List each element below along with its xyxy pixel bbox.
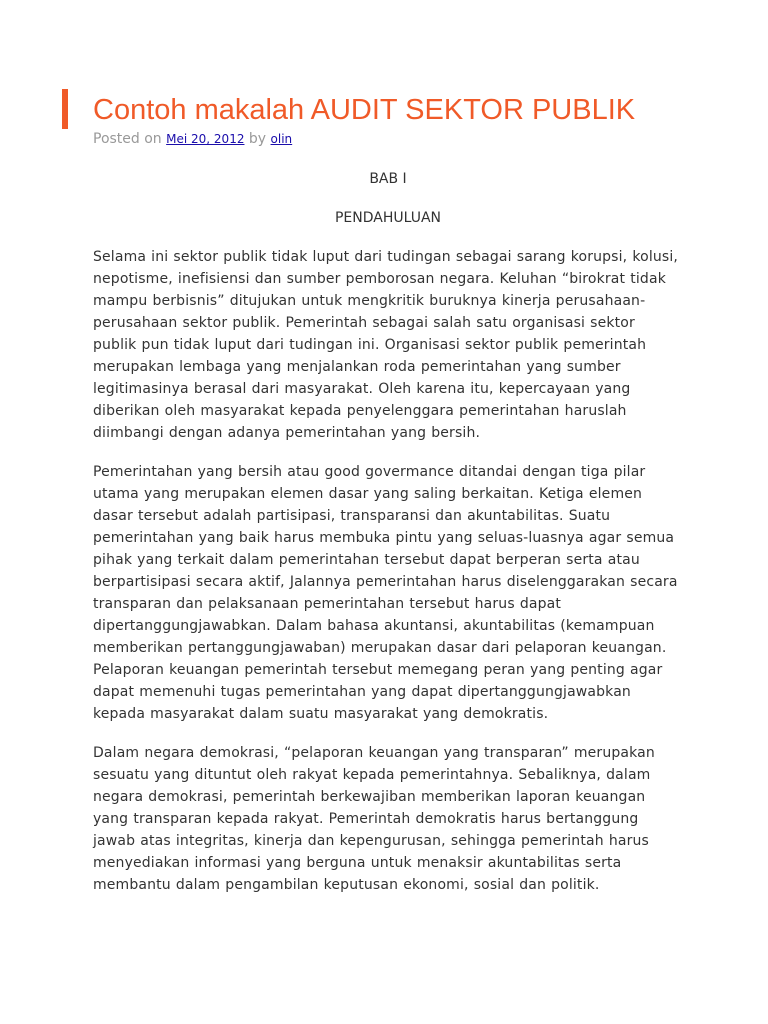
post-meta	[93, 129, 292, 149]
chapter-heading: BAB I	[369, 171, 407, 187]
post-title: Contoh makalah AUDIT SEKTOR PUBLIK	[93, 94, 636, 126]
paragraph-3: Dalam negara demokrasi, “pelaporan keuangan yang transparan” merupakan sesuatu yang dituntut oleh rakyat kepada pemerintahnya. Sebaliknya, dalam negara demokrasi, pemerintah berkewajiban memberikan laporan keuangan yang transparan kepada rakyat. Pemerintah demokratis harus bertanggung jawab atas integritas, kinerja dan kepengurusan, sehingga pemerintah harus menyediakan informasi yang berguna untuk menaksir akuntabilitas serta membantu dalam pengambilan keputusan ekonomi, sosial dan politik.	[93, 745, 655, 893]
section-heading: PENDAHULUAN	[334, 210, 442, 226]
by-label: by	[248, 131, 267, 147]
post-date-link[interactable]: Mei 20, 2012	[166, 132, 245, 146]
paragraph-1: Selama ini sektor publik tidak luput dari tudingan sebagai sarang korupsi, kolusi, nepotisme, inefisiensi dan sumber pemborosan negara. Keluhan “birokrat tidak mampu berbisnis” ditujukan untuk mengkritik buruknya kinerja perusahaan-perusahaan sektor publik. Pemerintah sebagai salah satu organisasi sektor publik pun tidak luput dari tudingan ini. Organisasi sektor publik pemerintah merupakan lembaga yang menjalankan roda pemerintahan yang sumber legitimasinya berasal dari masyarakat. Oleh karena itu, kepercayaan yang diberikan oleh masyarakat kepada penyelenggara pemerintahan haruslah diimbangi dengan adanya pemerintahan yang bersih.	[93, 249, 678, 441]
title-accent-bar	[62, 89, 68, 129]
post-author-link[interactable]: olin	[270, 132, 293, 146]
paragraph-2: Pemerintahan yang bersih atau good govermance ditandai dengan tiga pilar utama yang merupakan elemen dasar yang saling berkaitan. Ketiga elemen dasar tersebut adalah partisipasi, transparansi dan akuntabilitas. Suatu pemerintahan yang baik harus membuka pintu yang seluas-luasnya agar semua pihak yang terkait dalam pemerintahan tersebut dapat berperan serta atau berpartisipasi secara aktif, Jalannya pemerintahan harus diselenggarakan secara transparan dan pelaksanaan pemerintahan tersebut harus dapat dipertanggungjawabkan. Dalam bahasa akuntansi, akuntabilitas (kemampuan memberikan pertanggungjawaban) merupakan dasar dari pelaporan keuangan. Pelaporan keuangan pemerintah tersebut memegang peran yang penting agar dapat memenuhi tugas pemerintahan yang dapat dipertanggungjawabkan kepada masyarakat dalam suatu masyarakat yang demokratis.	[93, 464, 678, 722]
post-content	[93, 164, 683, 896]
posted-on-label: Posted on	[93, 131, 162, 147]
